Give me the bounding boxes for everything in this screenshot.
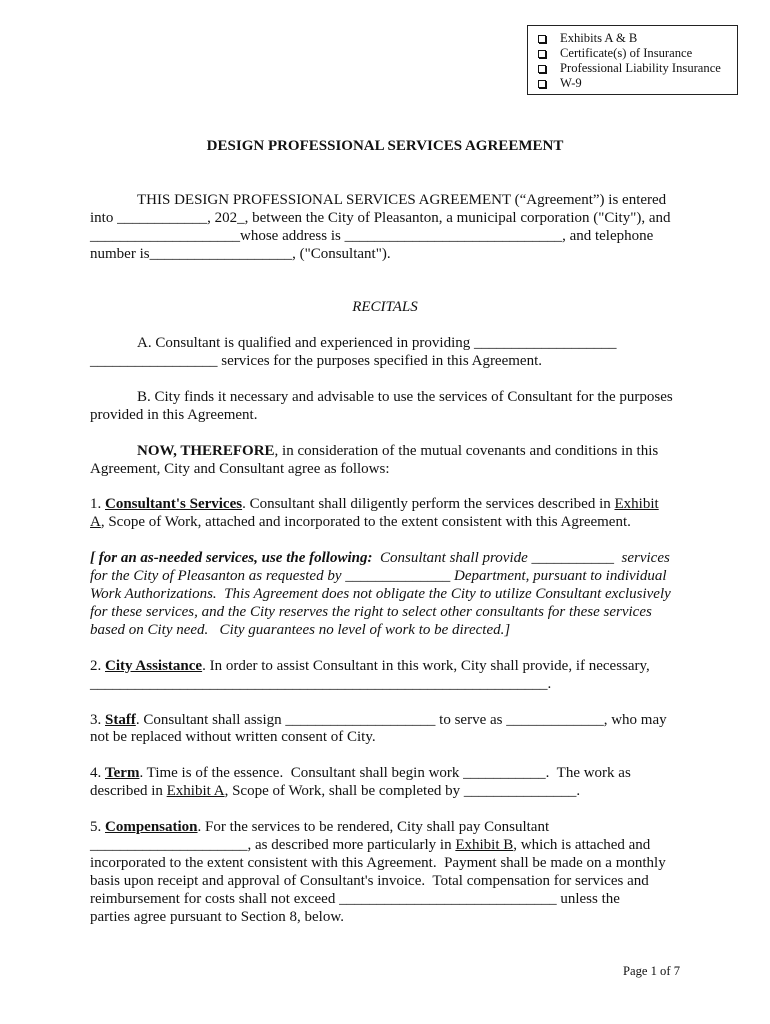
section-line: parties agree pursuant to Section 8, below. xyxy=(90,908,344,925)
checklist-item-label: Exhibits A & B xyxy=(560,30,638,45)
section-heading: Staff xyxy=(105,711,136,728)
section-line xyxy=(90,658,680,676)
as-needed-text: Consultant shall provide ___________ services xyxy=(372,550,670,567)
section-text: . For the services to be rendered, City shall pay Consultant xyxy=(197,819,550,836)
section-3-paragraph xyxy=(90,712,680,748)
as-needed-instruction: [ for an as-needed services, use the following: xyxy=(90,550,373,567)
spacer xyxy=(90,156,680,174)
spacer xyxy=(90,801,680,819)
now-therefore-text: , in consideration of the mutual covenants and conditions in this xyxy=(274,442,659,459)
spacer xyxy=(90,317,680,335)
spacer xyxy=(90,747,680,765)
section-line: basis upon receipt and approval of Consultant's invoice. Total compensation for services and xyxy=(90,872,649,889)
exhibit-reference: Exhibit A xyxy=(166,783,225,800)
recital-b-paragraph xyxy=(90,389,680,425)
section-number: 5. xyxy=(90,819,105,836)
section-number: 2. xyxy=(90,657,105,674)
checklist-item-label: W-9 xyxy=(560,75,582,90)
recital-line: B. City finds it necessary and advisable to use the services of Consultant for the purposes xyxy=(137,388,673,405)
preamble-paragraph xyxy=(90,192,680,264)
section-text: , which is attached and xyxy=(513,836,651,853)
document-title: DESIGN PROFESSIONAL SERVICES AGREEMENT xyxy=(206,138,564,154)
section-text: . In order to assist Consultant in this work, City shall provide, if necessary, xyxy=(202,657,650,674)
spacer xyxy=(90,281,680,299)
section-number: 1. xyxy=(90,496,105,513)
checkbox-icon xyxy=(538,50,546,58)
spacer xyxy=(90,694,680,712)
checkbox-icon xyxy=(538,80,546,88)
section-text: , Scope of Work, attached and incorporated to the extent consistent with this Agreement. xyxy=(100,514,631,531)
section-line: not be replaced without written consent of City. xyxy=(90,729,376,746)
attachments-checklist xyxy=(527,25,738,95)
section-line xyxy=(90,765,680,783)
section-line xyxy=(90,783,680,801)
checklist-item xyxy=(528,76,737,91)
page-number: Page 1 of 7 xyxy=(622,964,680,978)
checklist-item xyxy=(528,46,737,61)
exhibit-reference: Exhibit xyxy=(614,496,659,513)
as-needed-line: based on City need. City guarantees no level of work to be directed.] xyxy=(90,621,511,638)
section-text: . Consultant shall diligently perform the services described in xyxy=(242,496,615,513)
now-therefore-line xyxy=(90,443,680,461)
section-line xyxy=(90,514,680,532)
preamble-line: number is___________________, ("Consultant"). xyxy=(90,245,391,262)
preamble-line: THIS DESIGN PROFESSIONAL SERVICES AGREEMENT (“Agreement”) is entered xyxy=(137,191,667,208)
section-line xyxy=(90,496,680,514)
exhibit-reference: Exhibit B xyxy=(455,836,514,853)
spacer xyxy=(90,532,680,550)
recital-line: provided in this Agreement. xyxy=(90,406,258,423)
recitals-heading: RECITALS xyxy=(352,299,418,316)
section-number: 4. xyxy=(90,765,105,782)
checklist-item-label: Professional Liability Insurance xyxy=(560,60,721,75)
preamble-line: ____________________whose address is _____________________________, and telephone xyxy=(90,227,654,244)
exhibit-reference: A xyxy=(90,514,101,531)
section-heading: Term xyxy=(105,765,140,782)
spacer xyxy=(90,425,680,443)
as-needed-line: for the City of Pleasanton as requested by ______________ Department, pursuant to individual xyxy=(90,568,667,585)
section-heading: Consultant's Services xyxy=(105,496,243,513)
section-line: incorporated to the extent consistent with this Agreement. Payment shall be made on a monthly xyxy=(90,854,666,871)
spacer xyxy=(90,174,680,192)
section-text: _____________________, as described more particularly in xyxy=(90,836,456,853)
checklist-item-label: Certificate(s) of Insurance xyxy=(560,45,693,60)
section-line: _____________________________________________________________. xyxy=(90,675,552,692)
spacer xyxy=(90,640,680,658)
recital-line: _________________ services for the purposes specified in this Agreement. xyxy=(90,353,542,370)
section-text: . Time is of the essence. Consultant shall begin work ___________. The work as xyxy=(139,765,631,782)
section-heading: Compensation xyxy=(105,819,198,836)
spacer xyxy=(90,479,680,497)
now-therefore-line: Agreement, City and Consultant agree as follows: xyxy=(90,460,390,477)
recital-a-paragraph xyxy=(90,335,680,371)
as-needed-line: for these services, and the City reserves the right to select other consultants for these services xyxy=(90,603,652,620)
section-1-paragraph xyxy=(90,496,680,532)
spacer xyxy=(90,371,680,389)
section-text: . Consultant shall assign ____________________ to serve as _____________, who may xyxy=(135,711,667,728)
section-2-paragraph xyxy=(90,658,680,694)
recital-line: A. Consultant is qualified and experienced in providing ___________________ xyxy=(137,335,617,352)
section-line xyxy=(90,837,680,855)
preamble-line: into ____________, 202_, between the City of Pleasanton, a municipal corporation ("City"), and xyxy=(90,209,671,226)
as-needed-line: Work Authorizations. This Agreement does not obligate the City to utilize Consultant exclusively xyxy=(90,586,671,603)
spacer xyxy=(90,263,680,281)
section-text: , Scope of Work, shall be completed by _______________. xyxy=(224,783,581,800)
checkbox-icon xyxy=(538,65,546,73)
checklist-item xyxy=(528,31,737,46)
agreement-body xyxy=(90,138,680,927)
section-number: 3. xyxy=(90,711,105,728)
section-4-paragraph xyxy=(90,765,680,801)
section-text: described in xyxy=(90,783,167,800)
section-line xyxy=(90,712,680,730)
now-therefore-paragraph xyxy=(90,443,680,479)
checklist-item xyxy=(528,61,737,76)
as-needed-services-paragraph xyxy=(90,550,680,640)
section-5-paragraph xyxy=(90,819,680,927)
checklist-items xyxy=(528,26,737,91)
as-needed-line xyxy=(90,550,680,568)
section-line xyxy=(90,819,680,837)
now-therefore-lead: NOW, THEREFORE xyxy=(137,442,275,459)
checkbox-icon xyxy=(538,35,546,43)
section-heading: City Assistance xyxy=(105,657,203,674)
section-line: reimbursement for costs shall not exceed _____________________________ unless the xyxy=(90,890,620,907)
